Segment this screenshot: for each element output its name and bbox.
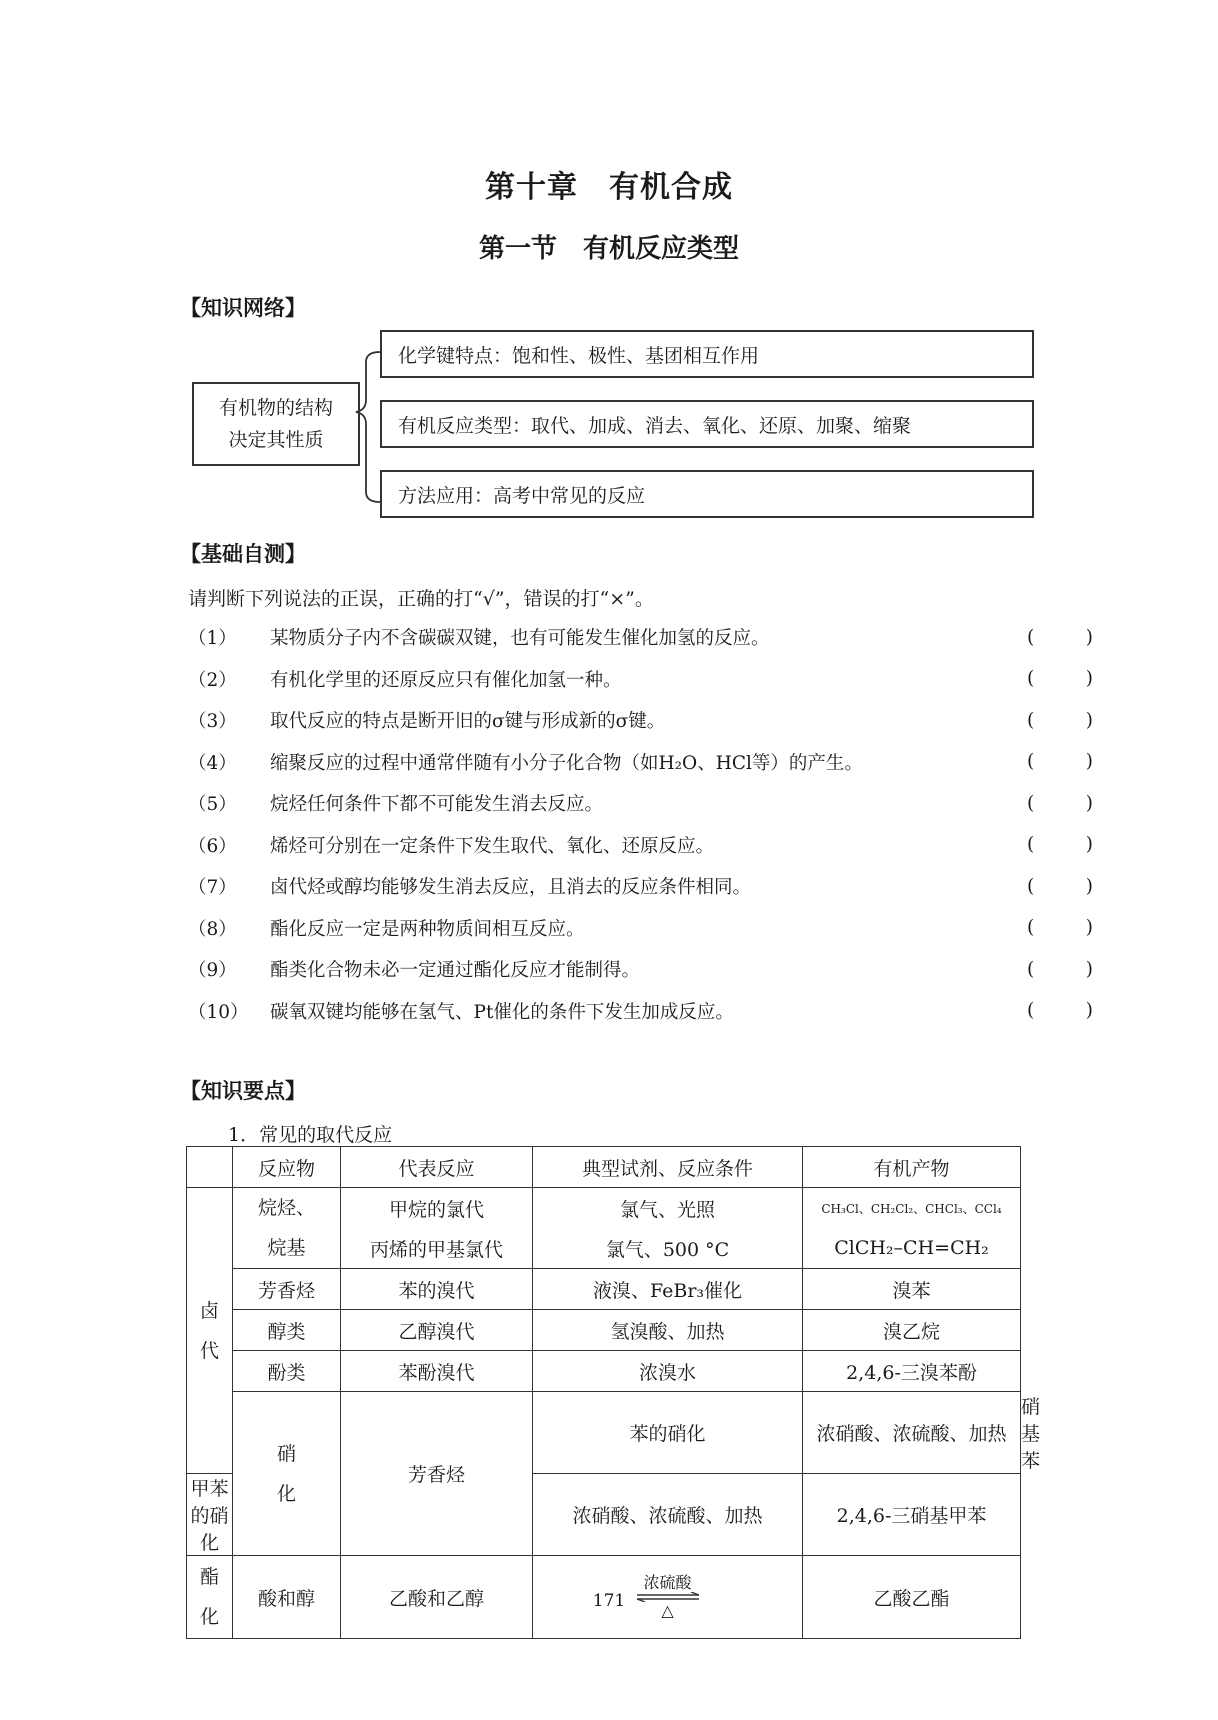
conditions-cell: 浓溴水: [533, 1351, 803, 1392]
chapter-title: 第十章 有机合成: [485, 170, 733, 205]
product-cell: ClCH₂–CH=CH₂: [803, 1228, 1021, 1269]
product-cell: 2,4,6-三硝基甲苯: [803, 1474, 1021, 1556]
answer-blank[interactable]: [1027, 668, 1093, 689]
question-text: 取代反应的特点是断开旧的σ键与形成新的σ键。: [270, 711, 666, 732]
table-header-row: [187, 1147, 1021, 1188]
reactant-alkane: [233, 1188, 341, 1269]
answer-blank[interactable]: [1027, 1000, 1093, 1021]
network-branch-bond-text: 化学键特点：饱和性、极性、基团相互作用: [398, 344, 760, 367]
question-item: [188, 622, 1093, 652]
reaction-cell: 乙醇溴代: [341, 1310, 533, 1351]
key-points-subheading: 1．常见的取代反应: [228, 1124, 393, 1146]
reaction-cell: 苯的溴代: [341, 1269, 533, 1310]
answer-blank[interactable]: [1027, 627, 1093, 648]
conditions-cell: 浓硝酸、浓硫酸、加热: [533, 1474, 803, 1556]
header-group-cell: [187, 1147, 233, 1188]
paren-open: (: [1027, 1000, 1035, 1021]
paren-open: (: [1027, 834, 1035, 855]
question-item: [188, 996, 1093, 1026]
conditions-cell: 氢溴酸、加热: [533, 1310, 803, 1351]
product-cell: 溴苯: [803, 1269, 1021, 1310]
question-item: [188, 705, 1093, 735]
question-text: 卤代烃或醇均能够发生消去反应，且消去的反应条件相同。: [270, 877, 752, 898]
reaction-cell: 乙酸和乙醇: [341, 1556, 533, 1639]
header-conditions: 典型试剂、反应条件: [533, 1147, 803, 1188]
reaction-cell: 甲苯的硝化: [187, 1474, 233, 1556]
product-cell: 2,4,6-三溴苯酚: [803, 1351, 1021, 1392]
network-branch-application-text: 方法应用：高考中常见的反应: [398, 484, 646, 507]
reaction-cell: 苯酚溴代: [341, 1351, 533, 1392]
paren-close: ): [1085, 917, 1093, 938]
paren-close: ): [1085, 792, 1093, 814]
paren-open: (: [1027, 958, 1035, 980]
question-item: [188, 954, 1093, 984]
conditions-cell: 液溴、FeBr₃催化: [533, 1269, 803, 1310]
substitution-reaction-table: [186, 1146, 1041, 1639]
reactant-cell: 芳香烃: [341, 1392, 533, 1556]
paren-close: ): [1085, 1000, 1093, 1021]
question-text: 烷烃任何条件下都不可能发生消去反应。: [270, 794, 604, 815]
conditions-cell: 浓硝酸、浓硫酸、加热: [803, 1392, 1021, 1474]
product-cell: 溴乙烷: [803, 1310, 1021, 1351]
table-row: 硝 化 芳香烃 苯的硝化 浓硝酸、浓硫酸、加热 硝基苯: [187, 1392, 1021, 1474]
question-item: [188, 830, 1093, 860]
table-row: [187, 1310, 1021, 1351]
group-nitration-char1: 硝: [276, 1442, 296, 1465]
self-test-heading: 【基础自测】: [180, 542, 306, 566]
network-root-line1: 有机物的结构: [218, 397, 333, 419]
network-branch-application: [380, 470, 1034, 518]
paren-close: ): [1085, 958, 1093, 980]
answer-blank[interactable]: [1027, 876, 1093, 897]
question-number: （3）: [188, 711, 237, 732]
paren-close: ): [1085, 626, 1093, 648]
reaction-cell: 甲烷的氯代: [341, 1188, 533, 1229]
answer-blank[interactable]: [1027, 710, 1093, 731]
paren-open: (: [1027, 792, 1035, 814]
paren-open: (: [1027, 875, 1035, 897]
question-item: [188, 871, 1093, 901]
page-number: 171: [592, 1591, 626, 1611]
answer-blank[interactable]: [1027, 959, 1093, 980]
table-row: [187, 1351, 1021, 1392]
question-item: [188, 664, 1093, 694]
question-text: 酯类化合物未必一定通过酯化反应才能制得。: [270, 960, 641, 981]
product-cell: CH₃Cl、CH₂Cl₂、CHCl₃、CCl₄: [803, 1188, 1021, 1229]
header-reactant: 反应物: [233, 1147, 341, 1188]
question-item: [188, 747, 1093, 777]
question-number: （8）: [188, 918, 237, 940]
network-branch-types: [380, 400, 1034, 448]
answer-blank[interactable]: [1027, 751, 1093, 772]
group-halogenation: [187, 1188, 233, 1474]
question-item: [188, 913, 1093, 943]
network-branch-types-text: 有机反应类型：取代、加成、消去、氧化、还原、加聚、缩聚: [398, 414, 912, 437]
key-points-heading: 【知识要点】: [180, 1079, 306, 1103]
network-root-line2: 决定其性质: [228, 429, 324, 451]
group-nitration: [233, 1392, 341, 1556]
reaction-cell: 苯的硝化: [533, 1392, 803, 1474]
paren-close: ): [1085, 668, 1093, 689]
group-esterification-char1: 酯: [199, 1566, 219, 1588]
reactant-cell: 芳香烃: [233, 1269, 341, 1310]
question-number: （5）: [188, 794, 237, 815]
question-item: [188, 788, 1093, 818]
paren-close: ): [1085, 709, 1093, 731]
group-halogenation-char1: 卤: [199, 1299, 219, 1322]
paren-close: ): [1085, 875, 1093, 897]
paren-open: (: [1027, 917, 1035, 938]
question-number: （9）: [188, 960, 237, 981]
network-branch-bond: [380, 330, 1034, 378]
self-test-intro: 请判断下列说法的正误，正确的打“√”，错误的打“×”。: [188, 588, 654, 610]
question-number: （4）: [188, 752, 237, 774]
product-cell: 乙酸乙酯: [803, 1556, 1021, 1639]
reactant-alkane-line1: 烷烃、: [257, 1197, 315, 1219]
answer-blank[interactable]: [1027, 793, 1093, 814]
header-product: 有机产物: [803, 1147, 1021, 1188]
table-row: [187, 1269, 1021, 1310]
conditions-cell: 氯气、光照: [533, 1188, 803, 1229]
paren-open: (: [1027, 668, 1035, 689]
question-text: 缩聚反应的过程中通常伴随有小分子化合物（如H₂O、HCl等）的产生。: [270, 752, 863, 774]
reactant-cell: 醇类: [233, 1310, 341, 1351]
question-number: （1）: [188, 628, 237, 649]
answer-blank[interactable]: [1027, 917, 1093, 938]
question-number: （2）: [188, 669, 237, 691]
paren-close: ): [1085, 834, 1093, 855]
section-title: 第一节 有机反应类型: [478, 234, 739, 264]
conditions-cell: 氯气、500 °C: [533, 1228, 803, 1269]
question-text: 酯化反应一定是两种物质间相互反应。: [270, 918, 585, 940]
reactant-alkane-line2: 烷基: [267, 1237, 306, 1259]
paren-open: (: [1027, 626, 1035, 648]
network-heading: 【知识网络】: [180, 296, 306, 320]
paren-open: (: [1027, 709, 1035, 731]
table-row: [187, 1188, 1021, 1229]
question-text: 烯烃可分别在一定条件下发生取代、氧化、还原反应。: [270, 835, 715, 857]
question-number: （6）: [188, 835, 237, 857]
question-text: 有机化学里的还原反应只有催化加氢一种。: [270, 669, 622, 691]
group-halogenation-char2: 代: [199, 1339, 219, 1362]
answer-blank[interactable]: [1027, 834, 1093, 855]
reactant-cell: 酸和醇: [233, 1556, 341, 1639]
group-nitration-char2: 化: [276, 1482, 296, 1505]
reactant-cell: 酚类: [233, 1351, 341, 1392]
condition-above-arrow: 浓硫酸: [643, 1572, 692, 1592]
header-reaction: 代表反应: [341, 1147, 533, 1188]
group-esterification-char2: 化: [199, 1606, 219, 1628]
question-text: 碳氧双键均能够在氢气、Pt催化的条件下发生加成反应。: [270, 1001, 734, 1023]
paren-close: ): [1085, 751, 1093, 772]
question-text: 某物质分子内不含碳碳双键，也有可能发生催化加氢的反应。: [270, 628, 770, 649]
question-number: （10）: [188, 1001, 249, 1023]
paren-open: (: [1027, 751, 1035, 772]
reaction-cell: 丙烯的甲基氯代: [341, 1228, 533, 1269]
condition-below-arrow: △: [661, 1600, 674, 1620]
question-number: （7）: [188, 877, 237, 898]
